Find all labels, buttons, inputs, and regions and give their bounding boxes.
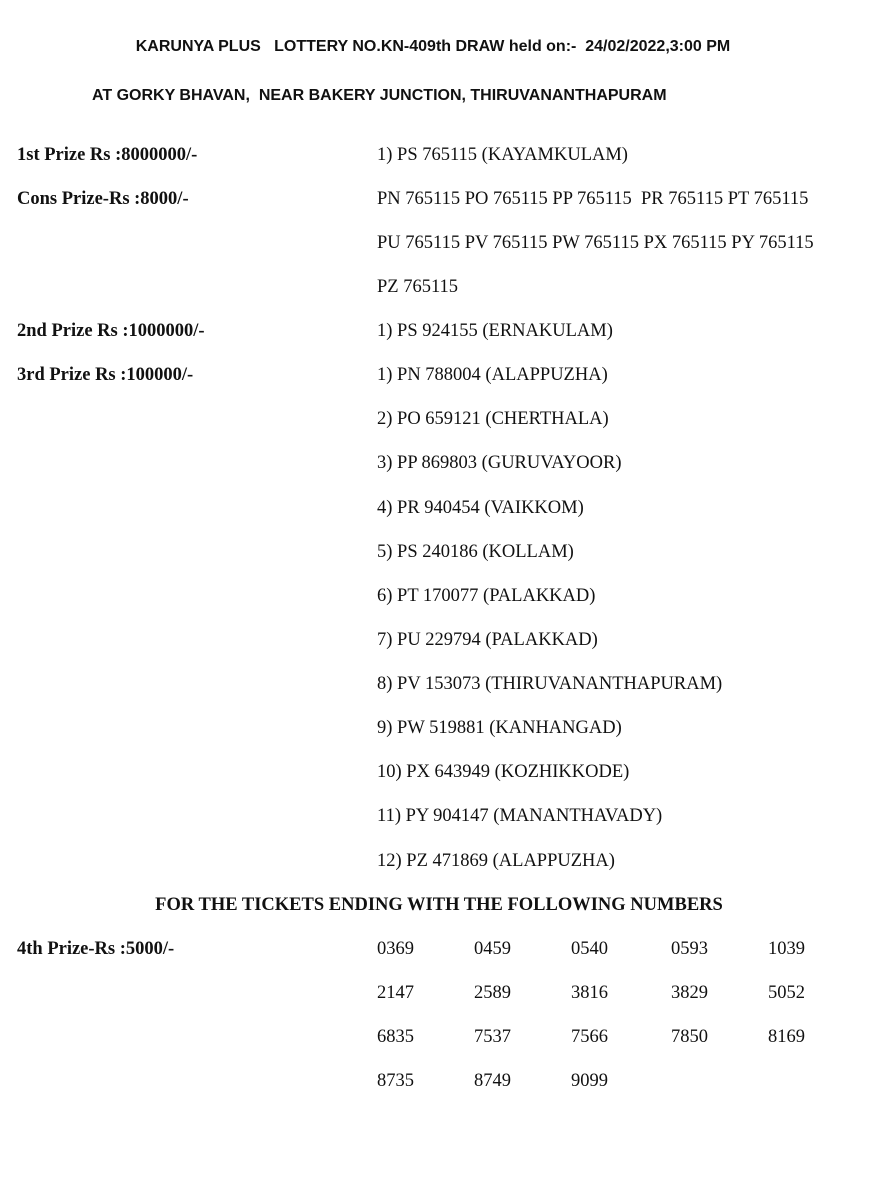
fourth-prize-number: 7850 — [671, 1027, 708, 1047]
third-prize-winner: 6) PT 170077 (PALAKKAD) — [377, 586, 596, 606]
fourth-prize-number: 2589 — [474, 983, 511, 1003]
third-prize-winner: 8) PV 153073 (THIRUVANANTHAPURAM) — [377, 674, 723, 694]
fourth-prize-number: 3829 — [671, 983, 708, 1003]
third-prize-winner: 11) PY 904147 (MANANTHAVADY) — [377, 806, 663, 826]
fourth-prize-number: 8169 — [768, 1027, 805, 1047]
third-prize-winner: 7) PU 229794 (PALAKKAD) — [377, 630, 598, 650]
third-prize-winner: 3) PP 869803 (GURUVAYOOR) — [377, 453, 622, 473]
fourth-prize-number: 7566 — [571, 1027, 608, 1047]
second-prize-label: 2nd Prize Rs :1000000/- — [17, 321, 205, 341]
fourth-prize-number: 6835 — [377, 1027, 414, 1047]
draw-title — [0, 38, 876, 56]
third-prize-winner: 5) PS 240186 (KOLLAM) — [377, 542, 574, 562]
third-prize-winner: 9) PW 519881 (KANHANGAD) — [377, 718, 622, 738]
cons-prize-line: PU 765115 PV 765115 PW 765115 PX 765115 PY 765115 — [377, 233, 814, 253]
third-prize-label: 3rd Prize Rs :100000/- — [17, 365, 194, 385]
cons-prize-line: PN 765115 PO 765115 PP 765115 PR 765115 PT 765115 — [377, 189, 809, 209]
first-prize-winner: 1) PS 765115 (KAYAMKULAM) — [377, 145, 628, 165]
fourth-prize-number: 7537 — [474, 1027, 511, 1047]
ending-numbers-banner-text: FOR THE TICKETS ENDING WITH THE FOLLOWING NUMBERS — [155, 895, 723, 915]
fourth-prize-number: 0540 — [571, 939, 608, 959]
third-prize-winner: 1) PN 788004 (ALAPPUZHA) — [377, 365, 608, 385]
cons-prize-line: PZ 765115 — [377, 277, 459, 297]
first-prize-label: 1st Prize Rs :8000000/- — [17, 145, 198, 165]
fourth-prize-number: 0459 — [474, 939, 511, 959]
draw-title-text: KARUNYA PLUS LOTTERY NO.KN-409th DRAW held on:- 24/02/2022,3:00 PM — [135, 38, 731, 55]
fourth-prize-number: 8749 — [474, 1071, 511, 1091]
third-prize-winner: 4) PR 940454 (VAIKKOM) — [377, 498, 584, 518]
fourth-prize-number: 3816 — [571, 983, 608, 1003]
draw-venue: AT GORKY BHAVAN, NEAR BAKERY JUNCTION, THIRUVANANTHAPURAM — [92, 87, 667, 104]
second-prize-winner: 1) PS 924155 (ERNAKULAM) — [377, 321, 613, 341]
fourth-prize-number: 0369 — [377, 939, 414, 959]
fourth-prize-number: 2147 — [377, 983, 414, 1003]
fourth-prize-number: 9099 — [571, 1071, 608, 1091]
third-prize-winner: 2) PO 659121 (CHERTHALA) — [377, 409, 609, 429]
third-prize-winner: 10) PX 643949 (KOZHIKKODE) — [377, 762, 630, 782]
third-prize-winner: 12) PZ 471869 (ALAPPUZHA) — [377, 851, 615, 871]
ending-numbers-banner — [0, 895, 876, 916]
fourth-prize-label: 4th Prize-Rs :5000/- — [17, 939, 175, 959]
cons-prize-label: Cons Prize-Rs :8000/- — [17, 189, 189, 209]
fourth-prize-number: 8735 — [377, 1071, 414, 1091]
fourth-prize-number: 1039 — [768, 939, 805, 959]
fourth-prize-number: 5052 — [768, 983, 805, 1003]
fourth-prize-number: 0593 — [671, 939, 708, 959]
